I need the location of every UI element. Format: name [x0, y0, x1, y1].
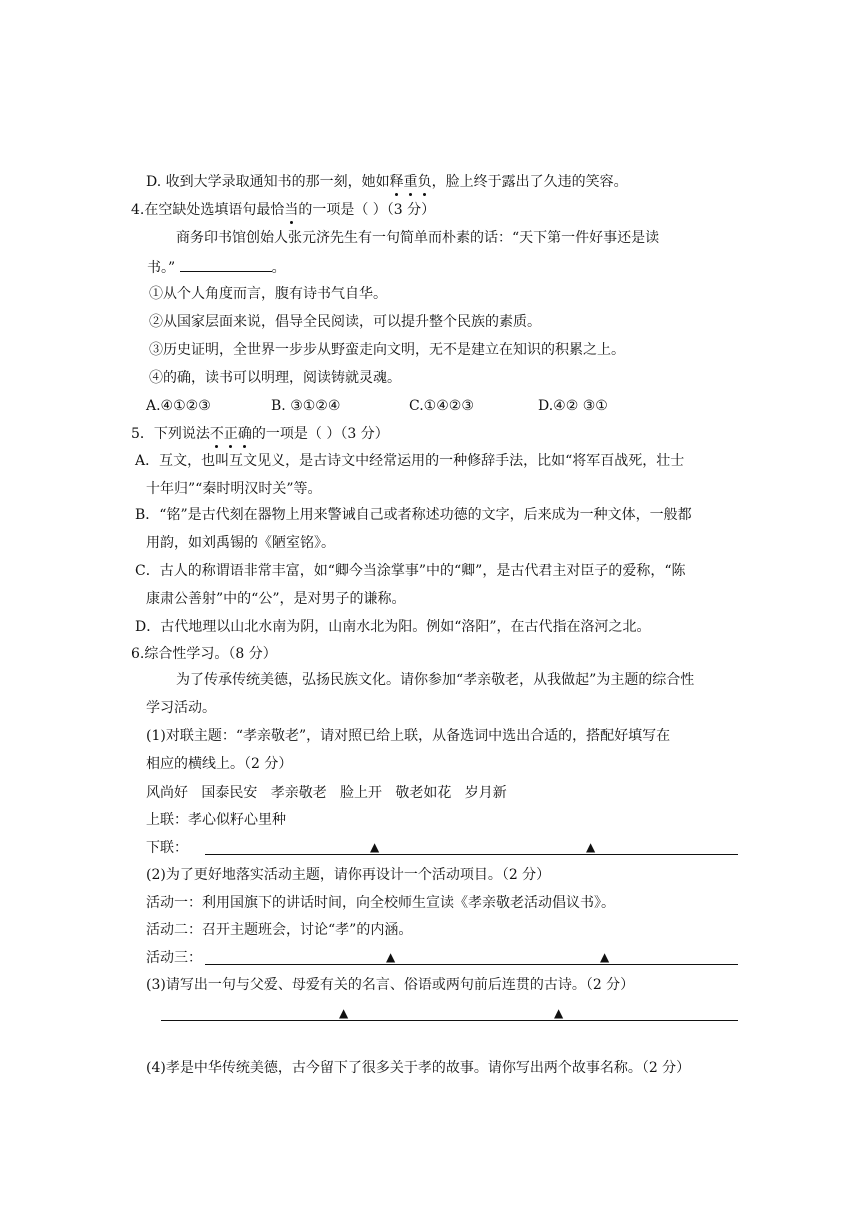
q4-item: ④的确，读书可以明理，阅读铸就灵魂。 [149, 370, 401, 386]
q6-intro-line1: 为了传承传统美德，弘扬民族文化。请你参加“孝亲敬老，从我做起”为主题的综合性 [176, 672, 695, 688]
q5-option-b-line1: B．“铭”是古代刻在器物上用来警诫自己或者称述功德的文字，后来成为一种文体，一般都 [135, 507, 692, 523]
q6-activity1: 活动一：利用国旗下的讲话时间，向全校师生宣读《孝亲敬老活动倡议书》。 [146, 895, 615, 911]
emphasis-char: 正 [223, 426, 238, 442]
q5-stem-text: 的一项是（ ）（3 分） [251, 426, 389, 442]
q6-activity2: 活动二：召开主题班会，讨论“孝”的内涵。 [146, 922, 413, 938]
q5-option-c-line2: 康肃公善射”中的“公”，是对男子的谦称。 [146, 591, 406, 607]
q5-option-a-line2: 十年归”“秦时明汉时关”等。 [146, 481, 322, 497]
q5-option-d: D．古代地理以山北水南为阴，山南水北为阳。例如“洛阳”，在古代指在洛河之北。 [135, 619, 651, 635]
q6-title: 6.综合性学习。（8 分） [131, 646, 277, 662]
q6-word-bank: 风尚好 国泰民安 孝亲敬老 脸上开 敬老如花 岁月新 [146, 785, 507, 801]
q6-xialian-label: 下联： [146, 840, 188, 856]
answer-marker-icon: ▲ [554, 1006, 564, 1020]
answer-marker-icon: ▲ [600, 950, 610, 964]
q6-shanglian: 上联：孝心似籽心里种 [146, 812, 286, 828]
q6-intro-line2: 学习活动。 [146, 700, 216, 716]
q5-option-a-line1: A．互文，也叫互文见义，是古诗文中经常运用的一种修辞手法，比如“将军百战死，壮士 [135, 453, 685, 469]
q4-option-d: D.④② ③① [538, 398, 608, 414]
q3-option-d [146, 172, 628, 192]
q4-passage-line1: 商务印书馆创始人张元济先生有一句简单而朴素的话：“天下第一件好事还是读 [176, 230, 660, 246]
part3-answer-line[interactable] [161, 1020, 738, 1021]
q4-option-b: B. ③①②④ [271, 398, 341, 414]
q6-part2: (2)为了更好地落实活动主题，请你再设计一个活动项目。（2 分） [146, 867, 551, 883]
q4-passage-text: 书。” [147, 260, 176, 276]
answer-marker-icon: ▲ [370, 840, 380, 854]
q4-item: ③历史证明，全世界一步步从野蛮走向文明，无不是建立在知识的积累之上。 [149, 342, 625, 358]
activity3-answer-line[interactable] [205, 964, 738, 965]
q5-option-b-line2: 用韵，如刘禹锡的《陋室铭》。 [146, 535, 335, 551]
q6-part1-line1: (1)对联主题：“孝亲敬老”，请对照已给上联，从备选词中选出合适的，搭配好填写在 [146, 728, 671, 744]
emphasis-char: 当 [284, 202, 299, 218]
q6-part1-line2: 相应的横线上。（2 分） [146, 756, 293, 772]
q6-part4: (4)孝是中华传统美德，古今留下了很多关于孝的故事。请你写出两个故事名称。（2 分） [146, 1060, 691, 1076]
q4-option-c: C.①④②③ [409, 398, 474, 414]
q4-item: ②从国家层面来说，倡导全民阅读，可以提升整个民族的素质。 [149, 314, 541, 330]
emphasis-char: 负 [417, 174, 432, 190]
answer-blank[interactable] [180, 257, 272, 272]
q6-activity3-label: 活动三： [146, 950, 202, 966]
q3d-prefix: D. 收到大学录取通知书的那一刻，她如 [146, 174, 390, 190]
emphasis-char: 重 [403, 174, 418, 190]
q4-passage-line2 [147, 257, 286, 277]
xialian-answer-line[interactable] [205, 854, 738, 855]
answer-marker-icon: ▲ [339, 1006, 349, 1020]
q4-stem-text: 4.在空缺处选填语句最恰 [131, 202, 285, 218]
answer-marker-icon: ▲ [386, 950, 396, 964]
q5-stem [131, 424, 389, 444]
emphasis-char: 释 [389, 174, 404, 190]
q6-part3: (3)请写出一句与父爱、母爱有关的名言、俗语或两句前后连贯的古诗。（2 分） [146, 977, 635, 993]
q5-option-c-line1: C．古人的称谓语非常丰富，如“卿今当涂掌事”中的“卿”，是古代君主对臣子的爱称，“陈 [135, 563, 686, 579]
q4-passage-text: 。 [271, 260, 286, 276]
q3d-suffix: ，脸上终于露出了久违的笑容。 [431, 174, 628, 190]
q4-option-a: A.④①②③ [146, 398, 211, 414]
q4-item: ①从个人角度而言，腹有诗书气自华。 [149, 286, 387, 302]
q4-stem-text: 的一项是（ ）（3 分） [298, 202, 436, 218]
q5-stem-text: 5．下列说法 [131, 426, 210, 442]
answer-marker-icon: ▲ [586, 840, 596, 854]
q4-stem [131, 200, 435, 220]
emphasis-char: 确 [237, 426, 252, 442]
emphasis-char: 不 [209, 426, 224, 442]
